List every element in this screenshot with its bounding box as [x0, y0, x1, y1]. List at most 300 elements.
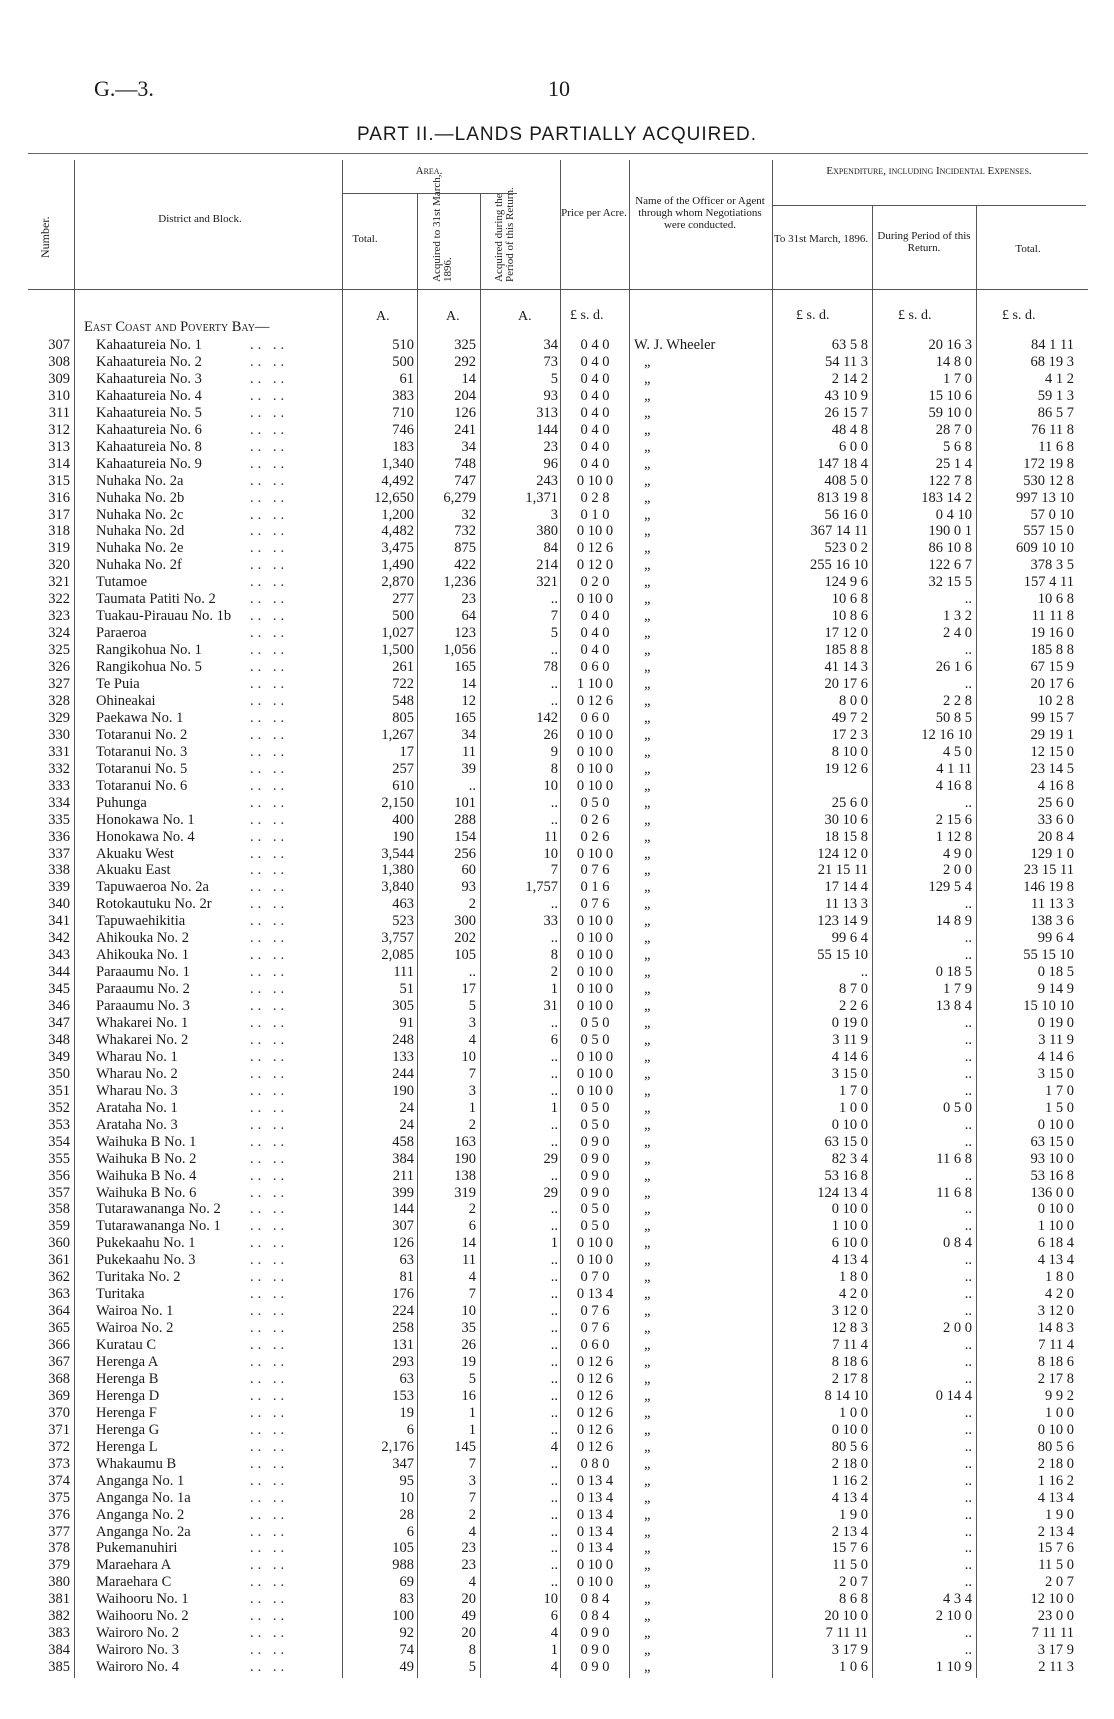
- exp-to-1896: 8 7 0: [839, 981, 868, 998]
- district-block: Te Puia: [96, 676, 140, 692]
- officer-name: „: [644, 862, 653, 879]
- acquired-during: ..: [550, 1421, 558, 1438]
- row-number: 311: [48, 404, 70, 421]
- acquired-before: 4: [468, 1269, 476, 1286]
- col-exp-during-header: During Period of this Return.: [877, 230, 971, 254]
- exp-during-period: 32 15 5: [928, 574, 972, 591]
- officer-name: „: [644, 438, 653, 455]
- exp-total: 9 9 2: [1045, 1387, 1074, 1404]
- unit-exp-during: £ s. d.: [898, 308, 932, 323]
- exp-to-1896: 53 16 8: [824, 1167, 868, 1184]
- district-block: Waihuka B No. 1: [96, 1133, 197, 1150]
- dot-leader: .. ..: [250, 964, 289, 981]
- row-number: 362: [48, 1269, 70, 1286]
- officer-name: „: [644, 964, 653, 981]
- acquired-during: 6: [550, 1608, 558, 1625]
- officer-name: „: [644, 1659, 653, 1676]
- acquired-before: 748: [454, 455, 476, 472]
- acquired-during: 142: [536, 709, 558, 726]
- acquired-during: 4: [550, 1659, 558, 1676]
- price-per-acre: 0 10 0: [576, 913, 614, 930]
- exp-during-period: ..: [964, 1065, 972, 1082]
- officer-name: „: [644, 1557, 653, 1574]
- price-per-acre: 0 5 0: [580, 1031, 610, 1048]
- district-block: Tuakau-Pirauau No. 1b: [96, 608, 232, 625]
- exp-during-period: ..: [964, 1286, 972, 1303]
- row-number: 322: [48, 591, 70, 608]
- acquired-during: ..: [550, 1082, 558, 1099]
- area-total: 4,482: [381, 523, 414, 540]
- exp-to-1896: 20 17 6: [824, 676, 868, 692]
- price-per-acre: 0 10 0: [576, 964, 614, 981]
- dot-leader: .. ..: [250, 1625, 289, 1642]
- area-total: 224: [392, 1303, 414, 1320]
- area-total: 24: [399, 1099, 414, 1116]
- exp-during-period: ..: [964, 1201, 972, 1218]
- price-per-acre: 0 6 0: [580, 709, 610, 726]
- district-block: Kahaatureia No. 8: [96, 438, 202, 455]
- exp-during-period: 14 8 9: [935, 913, 972, 930]
- dot-leader: .. ..: [250, 370, 289, 387]
- acquired-during: ..: [550, 1354, 558, 1370]
- officer-name: „: [644, 896, 653, 913]
- acquired-during: ..: [550, 1048, 558, 1065]
- price-per-acre: 0 12 6: [576, 1370, 614, 1387]
- row-number: 333: [48, 777, 70, 794]
- officer-name: „: [644, 709, 653, 726]
- exp-to-1896: 10 6 8: [831, 591, 868, 608]
- officer-name: „: [644, 760, 653, 777]
- acquired-before: 5: [468, 1659, 476, 1676]
- price-per-acre: 0 13 4: [576, 1472, 614, 1489]
- officer-name: „: [644, 1235, 653, 1252]
- exp-during-period: 1 7 9: [943, 981, 972, 998]
- exp-during-period: ..: [964, 1523, 972, 1540]
- vrule-5: [560, 160, 561, 1678]
- dot-leader: .. ..: [250, 625, 289, 642]
- row-number: 369: [48, 1387, 70, 1404]
- price-per-acre: 0 10 0: [576, 981, 614, 998]
- price-per-acre: 0 9 0: [580, 1642, 610, 1659]
- exp-to-1896: 813 19 8: [817, 489, 868, 506]
- vrule-9: [976, 205, 977, 1678]
- dot-leader: .. ..: [250, 879, 289, 896]
- dot-leader: .. ..: [250, 1201, 289, 1218]
- exp-total: 68 19 3: [1030, 353, 1074, 370]
- exp-to-1896: 1 0 0: [839, 1099, 868, 1116]
- unit-exp-to: £ s. d.: [796, 308, 830, 323]
- exp-total: 4 2 0: [1045, 1286, 1074, 1303]
- col-area-group-header: Area.: [415, 165, 443, 177]
- area-total: 153: [392, 1387, 414, 1404]
- acquired-before: 163: [454, 1133, 476, 1150]
- officer-name: „: [644, 523, 653, 540]
- row-number: 360: [48, 1235, 70, 1252]
- price-per-acre: 0 4 0: [580, 353, 610, 370]
- dot-leader: .. ..: [250, 642, 289, 659]
- area-total: 710: [392, 404, 414, 421]
- row-number: 376: [48, 1506, 70, 1523]
- price-per-acre: 0 10 0: [576, 845, 614, 862]
- price-per-acre: 0 4 0: [580, 455, 610, 472]
- district-block: Kahaatureia No. 5: [96, 404, 202, 421]
- price-per-acre: 0 2 8: [580, 489, 610, 506]
- price-per-acre: 0 12 6: [576, 1354, 614, 1370]
- exp-to-1896: 4 2 0: [839, 1286, 868, 1303]
- officer-name: „: [644, 930, 653, 947]
- acquired-before: 8: [468, 1642, 476, 1659]
- officer-name: „: [644, 353, 653, 370]
- acquired-before: 241: [454, 421, 476, 438]
- row-number: 318: [48, 523, 70, 540]
- row-number: 325: [48, 642, 70, 659]
- exp-to-1896: 147 18 4: [817, 455, 868, 472]
- dot-leader: .. ..: [250, 1523, 289, 1540]
- acquired-before: 4: [468, 1574, 476, 1591]
- officer-name: „: [644, 1608, 653, 1625]
- acquired-during: ..: [550, 1286, 558, 1303]
- acquired-during: 34: [543, 337, 558, 353]
- district-block: Puhunga: [96, 794, 147, 811]
- exp-during-period: 2 4 0: [943, 625, 972, 642]
- price-per-acre: 0 10 0: [576, 777, 614, 794]
- row-number: 355: [48, 1150, 70, 1167]
- acquired-during: 144: [536, 421, 558, 438]
- price-per-acre: 0 5 0: [580, 1015, 610, 1031]
- district-block: Waihooru No. 2: [96, 1608, 189, 1625]
- row-number: 375: [48, 1489, 70, 1506]
- area-total: 111: [393, 964, 414, 981]
- exp-total: 99 15 7: [1030, 709, 1074, 726]
- exp-total: 138 3 6: [1030, 913, 1074, 930]
- row-number: 321: [48, 574, 70, 591]
- district-block: Herenga A: [96, 1354, 159, 1370]
- exp-total: 99 6 4: [1037, 930, 1074, 947]
- acquired-during: ..: [550, 1015, 558, 1031]
- area-total: 1,267: [381, 726, 414, 743]
- officer-name: „: [644, 1472, 653, 1489]
- acquired-before: 204: [454, 387, 476, 404]
- acquired-during: ..: [550, 1116, 558, 1133]
- officer-name: „: [644, 794, 653, 811]
- officer-name: „: [644, 455, 653, 472]
- exp-during-period: 122 6 7: [928, 557, 972, 574]
- acquired-during: ..: [550, 1370, 558, 1387]
- officer-name: „: [644, 1099, 653, 1116]
- exp-during-period: 129 5 4: [928, 879, 972, 896]
- dot-leader: .. ..: [250, 489, 289, 506]
- price-per-acre: 0 10 0: [576, 523, 614, 540]
- exp-during-period: 1 7 0: [943, 370, 972, 387]
- dot-leader: .. ..: [250, 1235, 289, 1252]
- exp-total: 29 19 1: [1030, 726, 1074, 743]
- dot-leader: .. ..: [250, 794, 289, 811]
- district-block: Whakarei No. 2: [96, 1031, 189, 1048]
- exp-total: 0 18 5: [1037, 964, 1074, 981]
- price-per-acre: 0 13 4: [576, 1489, 614, 1506]
- acquired-before: 10: [461, 1303, 476, 1320]
- row-number: 382: [48, 1608, 70, 1625]
- officer-name: „: [644, 421, 653, 438]
- district-block: Totaranui No. 5: [96, 760, 188, 777]
- acquired-before: 138: [454, 1167, 476, 1184]
- acquired-during: 8: [550, 760, 558, 777]
- exp-to-1896: 19 12 6: [824, 760, 868, 777]
- acquired-before: 256: [454, 845, 476, 862]
- dot-leader: .. ..: [250, 692, 289, 709]
- exp-total: 15 7 6: [1037, 1540, 1074, 1557]
- exp-to-1896: 124 9 6: [824, 574, 868, 591]
- price-per-acre: 0 10 0: [576, 1557, 614, 1574]
- area-total: 463: [392, 896, 414, 913]
- officer-name: „: [644, 642, 653, 659]
- exp-total: 1 9 0: [1045, 1506, 1074, 1523]
- officer-name: „: [644, 1065, 653, 1082]
- dot-leader: .. ..: [250, 676, 289, 692]
- acquired-before: 190: [454, 1150, 476, 1167]
- exp-to-1896: 0 10 0: [831, 1421, 868, 1438]
- section-heading: East Coast and Poverty Bay—: [84, 319, 270, 335]
- price-per-acre: 0 10 0: [576, 1065, 614, 1082]
- price-per-acre: 0 2 6: [580, 828, 610, 845]
- acquired-during: ..: [550, 1472, 558, 1489]
- exp-to-1896: 4 13 4: [831, 1489, 868, 1506]
- district-block: Pukekaahu No. 3: [96, 1252, 196, 1269]
- exp-to-1896: 1 0 6: [839, 1659, 868, 1676]
- district-block: Nuhaka No. 2d: [96, 523, 185, 540]
- district-block: Kahaatureia No. 4: [96, 387, 202, 404]
- district-block: Arataha No. 3: [96, 1116, 178, 1133]
- exp-during-period: ..: [964, 642, 972, 659]
- exp-during-period: ..: [964, 1048, 972, 1065]
- acquired-before: 3: [468, 1472, 476, 1489]
- dot-leader: .. ..: [250, 1218, 289, 1235]
- row-number: 336: [48, 828, 70, 845]
- exp-to-1896: 3 12 0: [831, 1303, 868, 1320]
- district-block: Paraaumu No. 2: [96, 981, 190, 998]
- exp-to-1896: 7 11 11: [825, 1625, 868, 1642]
- exp-to-1896: 12 8 3: [831, 1320, 868, 1337]
- exp-total: 2 11 3: [1038, 1659, 1074, 1676]
- exp-total: 19 16 0: [1030, 625, 1074, 642]
- unit-area-total: A.: [376, 309, 390, 324]
- row-number: 330: [48, 726, 70, 743]
- acquired-during: ..: [550, 1218, 558, 1235]
- exp-during-period: ..: [964, 1625, 972, 1642]
- exp-total: 1 0 0: [1045, 1404, 1074, 1421]
- acquired-during: ..: [550, 676, 558, 692]
- exp-during-period: 0 8 4: [943, 1235, 972, 1252]
- district-block: Maraehara C: [96, 1574, 172, 1591]
- exp-total: 23 14 5: [1030, 760, 1074, 777]
- row-number: 346: [48, 998, 70, 1015]
- acquired-before: 4: [468, 1523, 476, 1540]
- price-per-acre: 0 10 0: [576, 1082, 614, 1099]
- exp-to-1896: 15 7 6: [831, 1540, 868, 1557]
- exp-during-period: ..: [964, 1421, 972, 1438]
- exp-to-1896: 124 13 4: [817, 1184, 868, 1201]
- row-number: 328: [48, 692, 70, 709]
- acquired-before: 14: [461, 370, 476, 387]
- district-block: Wairoa No. 1: [96, 1303, 174, 1320]
- unit-acquired-during: A.: [518, 309, 532, 324]
- officer-name: „: [644, 506, 653, 523]
- acquired-before: 288: [454, 811, 476, 828]
- exp-total: 76 11 8: [1031, 421, 1074, 438]
- price-per-acre: 0 9 0: [580, 1659, 610, 1676]
- officer-name: „: [644, 1574, 653, 1591]
- acquired-during: 1,757: [525, 879, 558, 896]
- exp-during-period: ..: [964, 1031, 972, 1048]
- acquired-during: 1: [550, 981, 558, 998]
- area-total: 83: [399, 1591, 414, 1608]
- acquired-during: ..: [550, 1269, 558, 1286]
- acquired-during: ..: [550, 1404, 558, 1421]
- exp-total: 9 14 9: [1037, 981, 1074, 998]
- district-block: Tapuwaehikitia: [96, 913, 186, 930]
- row-number: 372: [48, 1438, 70, 1455]
- exp-during-period: 15 10 6: [928, 387, 972, 404]
- dot-leader: .. ..: [250, 947, 289, 964]
- acquired-during: 10: [543, 1591, 558, 1608]
- officer-name: „: [644, 1404, 653, 1421]
- price-per-acre: 0 13 4: [576, 1523, 614, 1540]
- area-total: 746: [392, 421, 414, 438]
- acquired-during: ..: [550, 1557, 558, 1574]
- exp-during-period: ..: [964, 896, 972, 913]
- exp-total: 4 13 4: [1037, 1252, 1074, 1269]
- exp-during-period: 11 6 8: [936, 1184, 972, 1201]
- col-expenditure-group-header: Expenditure, including Incidental Expenses.: [826, 165, 1032, 177]
- exp-to-1896: 255 16 10: [810, 557, 868, 574]
- price-per-acre: 0 2 6: [580, 811, 610, 828]
- price-per-acre: 0 5 0: [580, 1218, 610, 1235]
- officer-name: „: [644, 1015, 653, 1031]
- exp-to-1896: 1 0 0: [839, 1404, 868, 1421]
- area-total: 190: [392, 828, 414, 845]
- exp-during-period: ..: [964, 1489, 972, 1506]
- row-number: 367: [48, 1354, 70, 1370]
- exp-total: 136 0 0: [1030, 1184, 1074, 1201]
- district-block: Maraehara A: [96, 1557, 172, 1574]
- area-total: 4,492: [381, 472, 414, 489]
- area-total: 258: [392, 1320, 414, 1337]
- exp-during-period: ..: [964, 947, 972, 964]
- area-total: 28: [399, 1506, 414, 1523]
- exp-total: 2 18 0: [1037, 1455, 1074, 1472]
- exp-during-period: 0 5 0: [943, 1099, 972, 1116]
- exp-total: 63 15 0: [1030, 1133, 1074, 1150]
- district-block: Paekawa No. 1: [96, 709, 184, 726]
- officer-name: „: [644, 947, 653, 964]
- price-per-acre: 0 13 4: [576, 1286, 614, 1303]
- dot-leader: .. ..: [250, 828, 289, 845]
- exp-during-period: ..: [964, 930, 972, 947]
- rule-header-exp: [772, 205, 1086, 206]
- district-block: Tutarawananga No. 2: [96, 1201, 221, 1218]
- district-block: Pukekaahu No. 1: [96, 1235, 196, 1252]
- exp-total: 11 13 3: [1031, 896, 1074, 913]
- area-total: 257: [392, 760, 414, 777]
- acquired-before: 7: [468, 1065, 476, 1082]
- acquired-before: 126: [454, 404, 476, 421]
- dot-leader: .. ..: [250, 1404, 289, 1421]
- price-per-acre: 0 4 0: [580, 370, 610, 387]
- area-total: 81: [399, 1269, 414, 1286]
- price-per-acre: 0 5 0: [580, 1201, 610, 1218]
- exp-total: 1 7 0: [1045, 1082, 1074, 1099]
- dot-leader: .. ..: [250, 1150, 289, 1167]
- acquired-during: 96: [543, 455, 558, 472]
- price-per-acre: 0 10 0: [576, 1048, 614, 1065]
- price-per-acre: 0 4 0: [580, 642, 610, 659]
- acquired-before: 4: [468, 1031, 476, 1048]
- district-block: Honokawa No. 1: [96, 811, 195, 828]
- exp-total: 59 1 3: [1037, 387, 1074, 404]
- row-number: 365: [48, 1320, 70, 1337]
- unit-price: £ s. d.: [570, 308, 604, 323]
- exp-during-period: ..: [964, 1303, 972, 1320]
- vrule-1: [74, 160, 75, 1678]
- acquired-during: 214: [536, 557, 558, 574]
- area-total: 49: [399, 1659, 414, 1676]
- acquired-during: ..: [550, 1337, 558, 1354]
- area-total: 548: [392, 692, 414, 709]
- acquired-during: 5: [550, 370, 558, 387]
- exp-total: 11 6 8: [1038, 438, 1074, 455]
- row-number: 353: [48, 1116, 70, 1133]
- acquired-before: 14: [461, 1235, 476, 1252]
- exp-during-period: 4 9 0: [943, 845, 972, 862]
- dot-leader: .. ..: [250, 574, 289, 591]
- exp-total: 57 0 10: [1030, 506, 1074, 523]
- acquired-during: 93: [543, 387, 558, 404]
- district-block: Herenga B: [96, 1370, 159, 1387]
- area-total: 92: [399, 1625, 414, 1642]
- dot-leader: .. ..: [250, 1387, 289, 1404]
- row-number: 320: [48, 557, 70, 574]
- exp-total: 67 15 9: [1030, 659, 1074, 676]
- row-number: 357: [48, 1184, 70, 1201]
- district-block: Herenga F: [96, 1404, 157, 1421]
- officer-name: „: [644, 811, 653, 828]
- officer-name: „: [644, 1286, 653, 1303]
- acquired-during: 29: [543, 1150, 558, 1167]
- area-total: 1,340: [381, 455, 414, 472]
- dot-leader: .. ..: [250, 1099, 289, 1116]
- exp-to-1896: 8 14 10: [824, 1387, 868, 1404]
- exp-to-1896: 185 8 8: [824, 642, 868, 659]
- acquired-during: 321: [536, 574, 558, 591]
- price-per-acre: 0 7 0: [580, 1269, 610, 1286]
- exp-total: 80 5 6: [1037, 1438, 1074, 1455]
- officer-name: „: [644, 591, 653, 608]
- exp-during-period: 12 16 10: [921, 726, 972, 743]
- area-total: 305: [392, 998, 414, 1015]
- area-total: 131: [392, 1337, 414, 1354]
- area-total: 1,490: [381, 557, 414, 574]
- area-total: 61: [399, 370, 414, 387]
- exp-during-period: 2 2 8: [943, 692, 972, 709]
- price-per-acre: 0 4 0: [580, 337, 610, 353]
- acquired-during: ..: [550, 1523, 558, 1540]
- page-number: 10: [548, 76, 570, 101]
- district-block: Waihuka B No. 4: [96, 1167, 197, 1184]
- exp-total: 20 17 6: [1030, 676, 1074, 692]
- price-per-acre: 0 12 0: [576, 557, 614, 574]
- acquired-before: 34: [461, 438, 476, 455]
- officer-name: „: [644, 1591, 653, 1608]
